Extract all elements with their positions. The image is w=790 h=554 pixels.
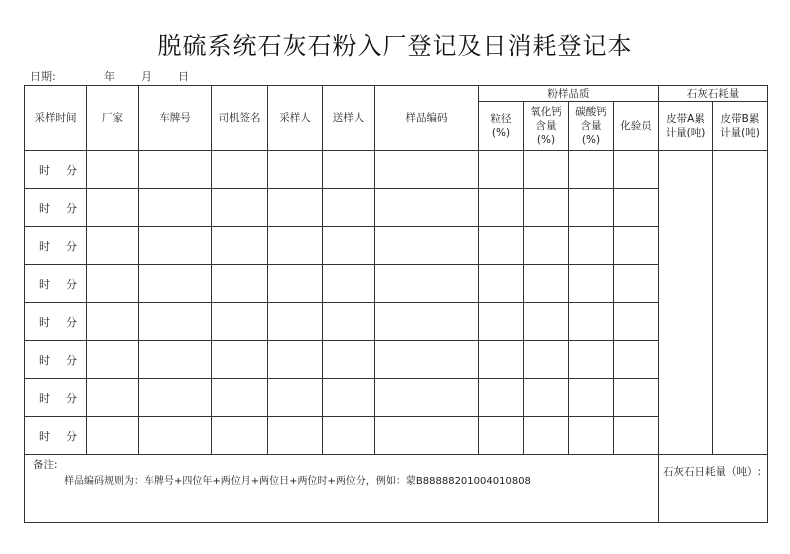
row-3-minute: 分 bbox=[66, 240, 77, 253]
row-4-minute: 分 bbox=[66, 278, 77, 291]
header-caco3-content: 碳酸钙 含量 (%) bbox=[575, 106, 607, 146]
row-1-minute: 分 bbox=[66, 164, 77, 177]
table-border bbox=[25, 86, 768, 523]
row-3-hour: 时 bbox=[39, 240, 50, 253]
header-sampler: 采样人 bbox=[279, 112, 311, 124]
row-1-hour: 时 bbox=[39, 164, 50, 177]
row-4-hour: 时 bbox=[39, 278, 50, 291]
header-cao-content: 氧化钙 含量 (%) bbox=[530, 106, 562, 146]
header-limestone-consumption: 石灰石耗量 bbox=[686, 87, 740, 100]
date-year-label: 年 bbox=[104, 70, 115, 83]
date-month-label: 月 bbox=[141, 70, 152, 83]
header-powder-quality: 粉样品质 bbox=[547, 87, 590, 100]
page-title: 脱硫系统石灰石粉入厂登记及日消耗登记本 bbox=[157, 32, 633, 60]
row-2-minute: 分 bbox=[66, 202, 77, 215]
sample-code-rule: 样品编码规则为：车牌号+四位年+两位月+两位日+两位时+两位分，例如：蒙B88888201004010808 bbox=[64, 476, 531, 487]
row-7-minute: 分 bbox=[66, 392, 77, 405]
row-6-hour: 时 bbox=[39, 354, 50, 367]
header-sampling-time: 采样时间 bbox=[34, 112, 77, 124]
date-day-label: 日 bbox=[178, 70, 189, 83]
header-plate-number: 车牌号 bbox=[159, 112, 191, 124]
row-5-minute: 分 bbox=[66, 316, 77, 329]
header-sender: 送样人 bbox=[332, 112, 365, 124]
remark-label: 备注: bbox=[33, 459, 58, 471]
header-sample-code: 样品编码 bbox=[405, 112, 448, 124]
row-5-hour: 时 bbox=[39, 316, 50, 329]
date-label: 日期: bbox=[30, 70, 56, 83]
header-chemist: 化验员 bbox=[620, 120, 652, 132]
row-8-minute: 分 bbox=[66, 430, 77, 443]
header-belt-b: 皮带B累 计量(吨) bbox=[720, 113, 760, 139]
row-7-hour: 时 bbox=[39, 392, 50, 405]
row-6-minute: 分 bbox=[66, 354, 77, 367]
header-manufacturer: 厂家 bbox=[102, 112, 123, 124]
header-driver-signature: 司机签名 bbox=[218, 112, 261, 124]
row-2-hour: 时 bbox=[39, 202, 50, 215]
header-particle-size: 粒径 (%) bbox=[490, 113, 512, 139]
row-8-hour: 时 bbox=[39, 430, 50, 443]
header-belt-a: 皮带A累 计量(吨) bbox=[665, 113, 706, 139]
daily-consumption-label: 石灰石日耗量（吨）: bbox=[663, 466, 762, 478]
